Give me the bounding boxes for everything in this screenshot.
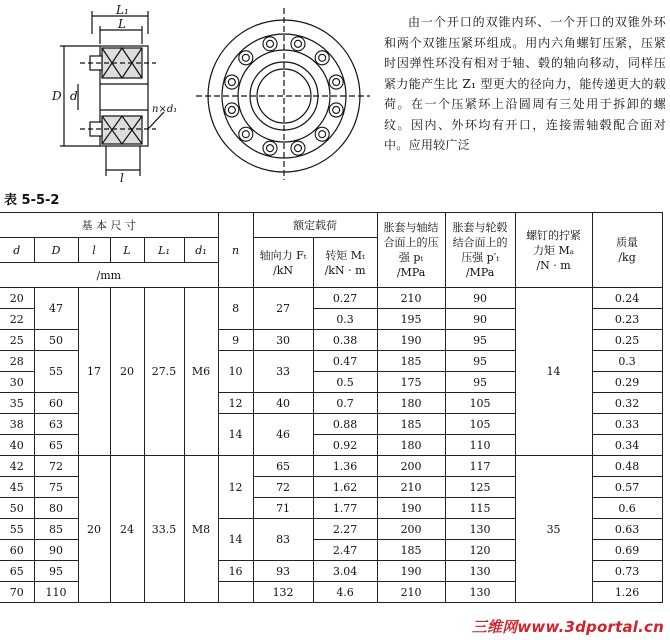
cell-ft: 71 — [253, 498, 313, 519]
cell-n: 12 — [218, 393, 253, 414]
cell-ft: 30 — [253, 330, 313, 351]
header-L: L — [110, 238, 144, 263]
cell-d1: M8 — [184, 456, 218, 603]
expansion-sleeve-drawing — [40, 4, 370, 184]
cell-d: 70 — [0, 582, 34, 603]
cell-pf2: 90 — [445, 309, 515, 330]
bolt-hole-inner — [242, 131, 249, 138]
hub-pressure-line1: 胀套与轮毂 — [452, 221, 508, 234]
cell-mt: 0.92 — [313, 435, 377, 456]
bolt-hole-inner — [228, 106, 235, 113]
bolt-hole-outer — [291, 141, 305, 155]
cell-mt: 0.38 — [313, 330, 377, 351]
cell-pf2: 90 — [445, 288, 515, 309]
label-d: d — [70, 89, 78, 103]
cell-ma: 35 — [515, 456, 592, 603]
mass-label: 质量 — [616, 236, 639, 249]
hub-pressure-unit: /MPa — [465, 266, 495, 279]
cell-mass: 1.26 — [592, 582, 662, 603]
mass-unit: /kg — [618, 251, 636, 264]
bolt-hole-outer — [329, 75, 343, 89]
header-D: D — [34, 238, 78, 263]
cell-mt: 2.27 — [313, 519, 377, 540]
cell-mass: 0.3 — [592, 351, 662, 372]
cell-ft: 72 — [253, 477, 313, 498]
header-torque — [313, 238, 377, 288]
cell-mt: 1.62 — [313, 477, 377, 498]
bolt-hole-outer — [291, 37, 305, 51]
cell-pf: 185 — [377, 351, 445, 372]
header-d: d — [0, 238, 34, 263]
bolt-hole-outer — [225, 103, 239, 117]
cell-d: 38 — [0, 414, 34, 435]
bolt-hole-outer — [225, 75, 239, 89]
cell-d: 28 — [0, 351, 34, 372]
cell-ma: 14 — [515, 288, 592, 456]
cell-ft: 46 — [253, 414, 313, 456]
cell-d: 55 — [34, 351, 78, 393]
header-basic-dims: 基 本 尺 寸 — [0, 213, 218, 238]
shaft-pressure-line3: 强 pₜ — [398, 251, 424, 264]
cell-pf2: 105 — [445, 414, 515, 435]
cell-mass: 0.25 — [592, 330, 662, 351]
cell-n — [218, 582, 253, 603]
cell-pf: 190 — [377, 330, 445, 351]
cell-mass: 0.24 — [592, 288, 662, 309]
cell-mt: 0.88 — [313, 414, 377, 435]
label-l: l — [120, 171, 124, 184]
cell-pf2: 117 — [445, 456, 515, 477]
cell-l1: 33.5 — [144, 456, 184, 603]
cell-pf: 210 — [377, 288, 445, 309]
cell-d: 95 — [34, 561, 78, 582]
cell-pf: 185 — [377, 414, 445, 435]
cell-pf: 210 — [377, 582, 445, 603]
cell-n: 9 — [218, 330, 253, 351]
spec-table-wrap — [0, 212, 662, 603]
bolt-hole-inner — [228, 79, 235, 86]
cell-d: 47 — [34, 288, 78, 330]
cell-pf2: 130 — [445, 519, 515, 540]
cell-pf: 185 — [377, 540, 445, 561]
cell-pf2: 120 — [445, 540, 515, 561]
cell-l1: 27.5 — [144, 288, 184, 456]
cell-mt: 2.47 — [313, 540, 377, 561]
shaft-pressure-line2: 合面上的压 — [383, 236, 439, 249]
cell-ft: 27 — [253, 288, 313, 330]
cell-d: 42 — [0, 456, 34, 477]
cell-d: 50 — [0, 498, 34, 519]
cell-ft: 33 — [253, 351, 313, 393]
torque-label: 转矩 Mₜ — [325, 248, 365, 262]
cell-d: 60 — [0, 540, 34, 561]
header-L1: L₁ — [144, 238, 184, 263]
header-rated-load: 额定载荷 — [253, 213, 377, 238]
cell-d: 80 — [34, 498, 78, 519]
cell-pf: 200 — [377, 519, 445, 540]
cell-pf2: 95 — [445, 351, 515, 372]
cell-d: 60 — [34, 393, 78, 414]
cell-mass: 0.32 — [592, 393, 662, 414]
table-row — [0, 456, 662, 477]
cell-n: 10 — [218, 351, 253, 393]
cell-mt: 0.5 — [313, 372, 377, 393]
description-text: 由一个开口的双锥内环、一个开口的双锥外环和两个双锥压紧环组成。用内六角螺钉压紧，压紧时因弹性环没有相对于轴、毂的轴向移动，同样压紧力能产生比 Z₁ 型更大的径向力，能传递更大的载荷。在一个压紧环上沿圆周有三处用于拆卸的螺纹。因内、外环均有开口，连接需轴毂配合面对中。应用较广泛 — [384, 15, 666, 152]
bolt-hole-inner — [319, 131, 326, 138]
cell-mass: 0.63 — [592, 519, 662, 540]
front-view — [196, 8, 370, 180]
label-D: D — [52, 89, 62, 103]
shaft-pressure-unit: /MPa — [396, 266, 426, 279]
axial-force-label: 轴向力 Fₜ — [259, 248, 307, 262]
cell-pf: 180 — [377, 435, 445, 456]
cell-d: 40 — [0, 435, 34, 456]
cell-d: 25 — [0, 330, 34, 351]
bolt-hole-outer — [239, 127, 253, 141]
cell-pf2: 95 — [445, 330, 515, 351]
cell-d: 30 — [0, 372, 34, 393]
cell-d: 90 — [34, 540, 78, 561]
cell-ft: 40 — [253, 393, 313, 414]
cell-mt: 0.3 — [313, 309, 377, 330]
cell-d: 65 — [0, 561, 34, 582]
torque-unit: /kN · m — [324, 263, 366, 277]
cell-pf2: 105 — [445, 393, 515, 414]
cell-pf2: 130 — [445, 582, 515, 603]
cell-ft: 93 — [253, 561, 313, 582]
bolt-hole-inner — [267, 145, 274, 152]
cell-n: 16 — [218, 561, 253, 582]
label-n-d1: n×d₁ — [152, 104, 178, 115]
table-row — [0, 288, 662, 309]
header-d1: d₁ — [184, 238, 218, 263]
header-mass — [592, 213, 662, 288]
bolt-hole-outer — [263, 141, 277, 155]
cell-d: 55 — [0, 519, 34, 540]
bolt-hole-outer — [239, 51, 253, 65]
cell-mt: 0.7 — [313, 393, 377, 414]
cell-mt: 0.27 — [313, 288, 377, 309]
header-screw-torque — [515, 213, 592, 288]
screw-torque-line2: 力矩 Mₐ — [533, 243, 575, 257]
cell-d: 22 — [0, 309, 34, 330]
spec-table — [0, 212, 663, 603]
screw-torque-unit: /N · m — [536, 258, 571, 272]
cell-l: 17 — [78, 288, 110, 456]
cell-pf: 175 — [377, 372, 445, 393]
cell-ft: 132 — [253, 582, 313, 603]
cell-pf2: 110 — [445, 435, 515, 456]
header-unit-mm: /mm — [0, 263, 218, 288]
cell-d: 75 — [34, 477, 78, 498]
cell-d: 63 — [34, 414, 78, 435]
cell-d: 65 — [34, 435, 78, 456]
cell-n: 12 — [218, 456, 253, 519]
axial-force-unit: /kN — [273, 263, 294, 277]
bolt-hole-inner — [333, 79, 340, 86]
table-caption: 表 5-5-2 — [4, 193, 60, 208]
cell-pf: 210 — [377, 477, 445, 498]
cell-l: 24 — [110, 456, 144, 603]
cell-mass: 0.73 — [592, 561, 662, 582]
cell-mt: 1.36 — [313, 456, 377, 477]
bolt-hole-outer — [263, 37, 277, 51]
cell-pf: 200 — [377, 456, 445, 477]
shaft-pressure-line1: 胀套与轴结 — [383, 221, 439, 234]
cell-mass: 0.48 — [592, 456, 662, 477]
header-axial-force — [253, 238, 313, 288]
cell-n: 14 — [218, 519, 253, 561]
cell-d: 45 — [0, 477, 34, 498]
screw-torque-line1: 螺钉的拧紧 — [526, 228, 582, 242]
bolt-hole-inner — [319, 54, 326, 61]
cell-mt: 1.77 — [313, 498, 377, 519]
cell-pf: 190 — [377, 498, 445, 519]
bolt-hole-inner — [242, 54, 249, 61]
cell-mass: 0.57 — [592, 477, 662, 498]
cell-pf2: 125 — [445, 477, 515, 498]
cell-d: 35 — [0, 393, 34, 414]
header-shaft-pressure — [377, 213, 445, 288]
cell-mass: 0.6 — [592, 498, 662, 519]
bolt-hole-outer — [315, 51, 329, 65]
cell-mass: 0.23 — [592, 309, 662, 330]
cell-d: 20 — [0, 288, 34, 309]
header-hub-pressure — [445, 213, 515, 288]
cell-mass: 0.69 — [592, 540, 662, 561]
cell-d1: M6 — [184, 288, 218, 456]
cell-pf2: 95 — [445, 372, 515, 393]
cell-n: 8 — [218, 288, 253, 330]
label-L: L — [118, 17, 126, 31]
cell-d: 50 — [34, 330, 78, 351]
bolt-hole-inner — [267, 40, 274, 47]
cell-l: 20 — [78, 456, 110, 603]
cell-mt: 4.6 — [313, 582, 377, 603]
cell-mt: 3.04 — [313, 561, 377, 582]
drawing-svg — [40, 4, 370, 184]
cell-pf2: 115 — [445, 498, 515, 519]
label-L1: L₁ — [116, 4, 129, 17]
hub-pressure-line2: 结合面上的 — [452, 236, 508, 249]
cell-pf: 180 — [377, 393, 445, 414]
cell-mass: 0.34 — [592, 435, 662, 456]
cell-ft: 65 — [253, 456, 313, 477]
cell-n: 14 — [218, 414, 253, 456]
watermark: 三维网www.3dportal.cn — [471, 618, 664, 636]
cell-mt: 0.47 — [313, 351, 377, 372]
cell-mass: 0.33 — [592, 414, 662, 435]
cell-d: 110 — [34, 582, 78, 603]
cell-d: 72 — [34, 456, 78, 477]
cell-d: 85 — [34, 519, 78, 540]
bolt-hole-outer — [329, 103, 343, 117]
header-l: l — [78, 238, 110, 263]
bolt-hole-inner — [294, 40, 301, 47]
bolt-hole-inner — [294, 145, 301, 152]
cell-ft: 83 — [253, 519, 313, 561]
header-n: n — [218, 213, 253, 288]
cell-pf: 190 — [377, 561, 445, 582]
cell-pf2: 130 — [445, 561, 515, 582]
bolt-hole-inner — [333, 106, 340, 113]
hub-pressure-line3: 压强 p′ₜ — [461, 251, 499, 264]
cell-mass: 0.29 — [592, 372, 662, 393]
cell-pf: 195 — [377, 309, 445, 330]
cell-l: 20 — [110, 288, 144, 456]
bolt-hole-outer — [315, 127, 329, 141]
